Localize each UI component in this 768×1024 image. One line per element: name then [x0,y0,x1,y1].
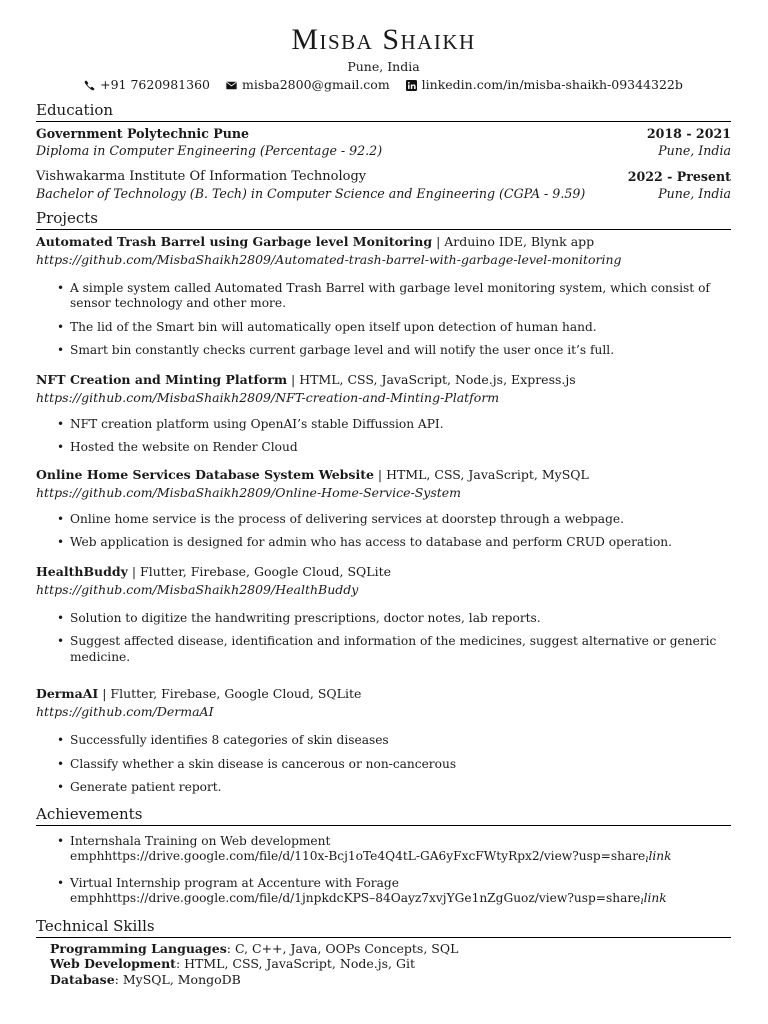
contact-email[interactable] [226,76,390,94]
degree: Diploma in Computer Engineering (Percentage - 92.2) [36,142,383,158]
degree: Bachelor of Technology (B. Tech) in Computer Science and Engineering (CGPA - 9.59) [36,185,586,201]
list-item [36,834,731,868]
list-item: • Suggest affected disease, identification and information of the medicines, suggest alternative or generic medicine. [36,634,731,665]
project-name: NFT Creation and Minting Platform [36,371,288,387]
project-tech: | Flutter, Firebase, Google Cloud, SQLite [98,686,362,701]
achievements-heading: Achievements [36,804,731,826]
project-link[interactable]: https://github.com/MisbaShaikh2809/HealthBuddy [36,581,359,597]
skills-heading: Technical Skills [36,916,731,938]
linkedin-url: linkedin.com/in/misba-shaikh-09344322b [421,77,683,92]
skill-label: Programming Languages [50,940,227,956]
list-item: • Generate patient report. [36,780,731,796]
list-item: • Classify whether a skin disease is cancerous or non-cancerous [36,757,731,773]
education-item [36,125,731,159]
education-dates: 2018 - 2021 [646,125,731,141]
phone-icon [84,80,95,91]
project-link[interactable]: https://github.com/MisbaShaikh2809/NFT-creation-and-Minting-Platform [36,389,500,405]
contact-linkedin[interactable] [406,76,683,94]
list-item: • Smart bin constantly checks current garbage level and will notify the user once it’s full. [36,343,731,359]
project-link[interactable]: https://github.com/MisbaShaikh2809/Automated-trash-barrel-with-garbage-level-monitoring [36,251,622,267]
skill-value: : MySQL, MongoDB [114,971,241,987]
candidate-location: Pune, India [347,59,420,74]
list-item: • A simple system called Automated Trash Barrel with garbage level monitoring system, which consist of sensor technology and other more. [36,281,731,312]
linkedin-icon [406,80,417,91]
achievement-link-suffix: link [648,849,672,863]
list-item: • NFT creation platform using OpenAI’s stable Diffussion API. [36,417,731,433]
achievement-label: Virtual Internship program at Accenture with Forage [70,875,399,890]
contact-phone[interactable] [84,76,210,94]
skills-list [50,941,731,988]
project-name: HealthBuddy [36,563,128,579]
project-tech: | HTML, CSS, JavaScript, MySQL [373,466,589,482]
skill-row [50,956,731,972]
education-place: Pune, India [658,142,731,158]
skill-row [50,972,731,988]
project-item [36,563,731,666]
list-item: • Solution to digitize the handwriting prescriptions, doctor notes, lab reports. [36,611,731,627]
school-name: Government Polytechnic Pune [36,125,250,141]
skill-value: : HTML, CSS, JavaScript, Node.js, Git [175,956,415,971]
list-item: • The lid of the Smart bin will automatically open itself upon detection of human hand. [36,320,731,336]
candidate-name: Misba Shaikh [291,23,476,56]
link-underscore: ı [645,854,649,865]
list-item: • Hosted the website on Render Cloud [36,440,731,456]
list-item: • Successfully identifies 8 categories of skin diseases [36,733,731,749]
education-item [36,168,731,202]
contact-line [36,76,731,96]
project-tech: | Flutter, Firebase, Google Cloud, SQLite [127,563,392,579]
envelope-icon [226,80,237,91]
projects-heading: Projects [36,208,731,230]
achievement-link[interactable]: emphhttps://drive.google.com/file/d/110x-Bcj1oTe4Q4tL-GA6yFxcFWtyRpx2/view?usp=share [70,849,646,863]
education-dates: 2022 - Present [627,168,731,184]
skill-row [50,941,731,957]
skill-label: Web Development [50,956,176,971]
resume-page [36,22,731,987]
project-name: Online Home Services Database System Website [36,466,374,482]
project-tech: | Arduino IDE, Blynk app [432,233,595,249]
skill-value: : C, C++, Java, OOPs Concepts, SQL [226,940,459,956]
project-item [36,685,731,796]
achievement-link[interactable]: emphhttps://drive.google.com/file/d/1jnpkdcKPS–84Oayz7xvjYGe1nZgGuoz/view?usp=share [70,891,641,905]
project-link[interactable]: https://github.com/DermaAI [36,704,214,719]
email-address: misba2800@gmail.com [241,77,390,92]
education-heading: Education [36,100,731,122]
link-underscore: ı [640,896,644,907]
school-name: Vishwakarma Institute Of Information Technology [36,168,367,184]
project-name: DermaAI [36,686,99,701]
list-item: • Online home service is the process of delivering services at doorstep through a webpage. [36,512,731,528]
achievement-label: Internshala Training on Web development [70,833,331,848]
project-name: Automated Trash Barrel using Garbage level Monitoring [36,233,433,249]
achievement-link-suffix: link [643,891,667,905]
list-item [36,876,731,910]
project-item [36,233,731,359]
project-tech: | HTML, CSS, JavaScript, Node.js, Express.js [287,371,576,387]
list-item: • Web application is designed for admin who has access to database and perform CRUD operation. [36,535,731,551]
phone-number: +91 7620981360 [100,77,210,92]
project-item [36,371,731,456]
project-link[interactable]: https://github.com/MisbaShaikh2809/Online-Home-Service-System [36,484,462,500]
skill-label: Database [50,971,115,987]
project-item [36,466,731,551]
education-place: Pune, India [658,185,731,201]
